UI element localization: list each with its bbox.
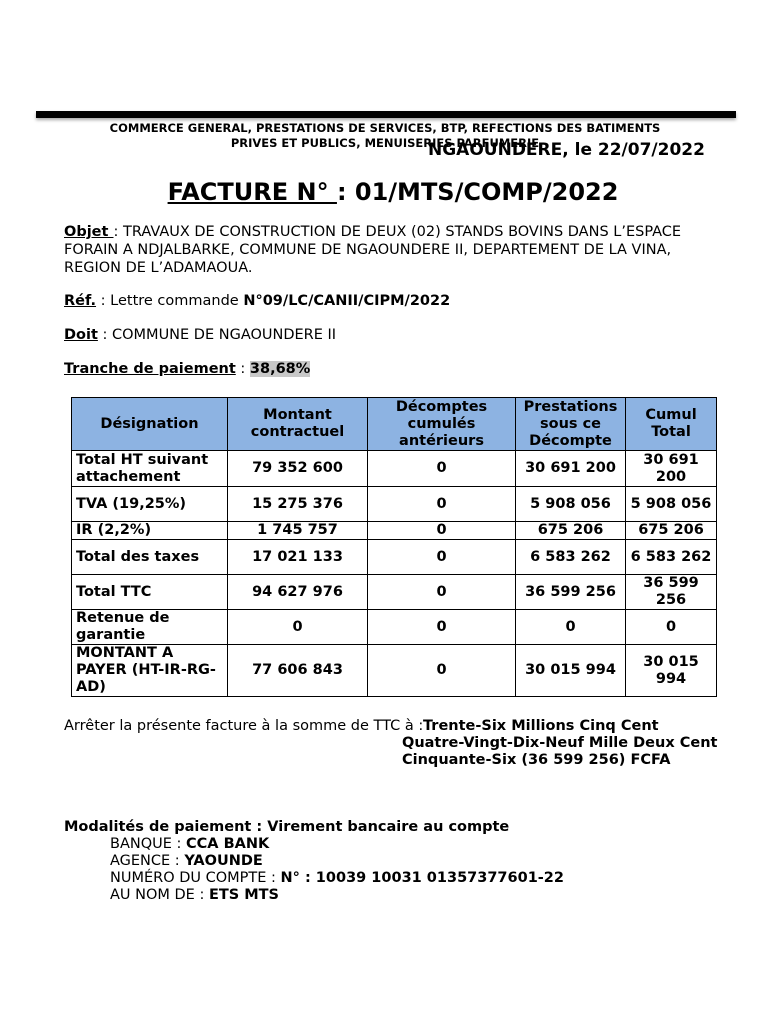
table-header-row: [72, 398, 717, 451]
top-rule: [36, 111, 736, 118]
table-cell: 0: [368, 451, 516, 487]
bank-value: CCA BANK: [186, 836, 270, 852]
table-cell: 30 015 994: [516, 645, 626, 697]
table-cell: 36 599 256: [516, 575, 626, 610]
table-cell: 94 627 976: [228, 575, 368, 610]
holder-line: [110, 887, 279, 903]
sum-intro: Arrêter la présente facture à la somme de TTC à :: [64, 718, 424, 734]
account-label: NUMÉRO DU COMPTE :: [110, 870, 281, 886]
table-row: [72, 610, 717, 645]
table-row: [72, 487, 717, 522]
row-label: Total HT suivant attachement: [72, 451, 228, 487]
table-cell: 17 021 133: [228, 540, 368, 575]
table-cell: 6 583 262: [626, 540, 717, 575]
tranche-sep: :: [235, 361, 250, 377]
table-row-total: [72, 645, 717, 697]
reference-text: : Lettre commande: [96, 293, 244, 309]
table-cell: 5 908 056: [626, 487, 717, 522]
objet-text: : TRAVAUX DE CONSTRUCTION DE DEUX (02) STANDS BOVINS DANS L’ESPACE FORAIN A NDJALBARKE, COMMUNE DE NGAOUNDERE II, DEPARTEMENT DE LA VINA, REGION DE L’ADAMAOUA.: [64, 224, 682, 276]
table-cell: 30 691 200: [516, 451, 626, 487]
table-cell: 0: [368, 645, 516, 697]
table-cell: 77 606 843: [228, 645, 368, 697]
invoice-table: [71, 397, 717, 697]
table-row: [72, 451, 717, 487]
col-header: Décomptes cumulés antérieurs: [368, 398, 516, 451]
row-label: Total TTC: [72, 575, 228, 610]
doit-line: [64, 326, 714, 344]
bank-label: BANQUE :: [110, 836, 187, 852]
table-cell: 30 691 200: [626, 451, 717, 487]
doit-label: Doit: [64, 327, 98, 343]
table-row: [72, 522, 717, 540]
row-label: TVA (19,25%): [72, 487, 228, 522]
reference-value: N°09/LC/CANII/CIPM/2022: [243, 293, 451, 309]
table-cell: 6 583 262: [516, 540, 626, 575]
table-row: [72, 575, 717, 610]
invoice-number: : 01/MTS/COMP/2022: [336, 178, 619, 206]
reference-line: [64, 292, 714, 310]
sum-words-line1: Trente-Six Millions Cinq Cent: [423, 718, 659, 734]
objet-label: Objet: [64, 224, 114, 240]
place-date: NGAOUNDERE, le 22/07/2022: [428, 140, 705, 160]
agency-value: YAOUNDE: [184, 853, 263, 869]
table-cell: 79 352 600: [228, 451, 368, 487]
table-cell: 1 745 757: [228, 522, 368, 540]
table-row: [72, 540, 717, 575]
table-cell: 675 206: [626, 522, 717, 540]
holder-label: AU NOM DE :: [110, 887, 209, 903]
table-cell: 30 015 994: [626, 645, 717, 697]
table-cell: 675 206: [516, 522, 626, 540]
sum-words-rest: Quatre-Vingt-Dix-Neuf Mille Deux Cent Cinquante-Six (36 599 256) FCFA: [402, 735, 718, 768]
objet-paragraph: [64, 223, 714, 277]
col-header: Montant contractuel: [228, 398, 368, 451]
bank-line: [110, 836, 269, 852]
table-cell: 0: [626, 610, 717, 645]
table-cell: 5 908 056: [516, 487, 626, 522]
table-cell: 36 599 256: [626, 575, 717, 610]
invoice-title: [0, 178, 768, 206]
table-cell: 0: [368, 522, 516, 540]
row-label: Retenue de garantie: [72, 610, 228, 645]
col-header: Prestations sous ce Décompte: [516, 398, 626, 451]
company-activities: COMMERCE GENERAL, PRESTATIONS DE SERVICES, BTP, REFECTIONS DES BATIMENTS PRIVES ET PUBLICS, MENUISERIES PARFUMERIE: [109, 121, 661, 150]
table-cell: 0: [368, 575, 516, 610]
holder-value: ETS MTS: [208, 887, 280, 903]
reference-label: Réf.: [64, 293, 97, 309]
tranche-label: Tranche de paiement: [64, 361, 236, 377]
table-cell: 0: [368, 540, 516, 575]
agency-label: AGENCE :: [110, 853, 185, 869]
account-line: [110, 870, 564, 886]
tranche-line: [64, 360, 714, 378]
doit-text: : COMMUNE DE NGAOUNDERE II: [97, 327, 337, 343]
account-value: N° : 10039 10031 01357377601-22: [280, 870, 564, 886]
agency-line: [110, 853, 263, 869]
row-label: MONTANT A PAYER (HT-IR-RG-AD): [72, 645, 228, 697]
col-header: Désignation: [72, 398, 228, 451]
tranche-value: 38,68%: [249, 361, 311, 377]
row-label: Total des taxes: [72, 540, 228, 575]
table-cell: 0: [228, 610, 368, 645]
table-cell: 0: [368, 610, 516, 645]
col-header: Cumul Total: [626, 398, 717, 451]
payment-heading: Modalités de paiement : Virement bancaire au compte: [64, 819, 510, 835]
table-cell: 15 275 376: [228, 487, 368, 522]
table-cell: 0: [516, 610, 626, 645]
row-label: IR (2,2%): [72, 522, 228, 540]
table-cell: 0: [368, 487, 516, 522]
title-prefix: FACTURE N°: [167, 178, 337, 206]
